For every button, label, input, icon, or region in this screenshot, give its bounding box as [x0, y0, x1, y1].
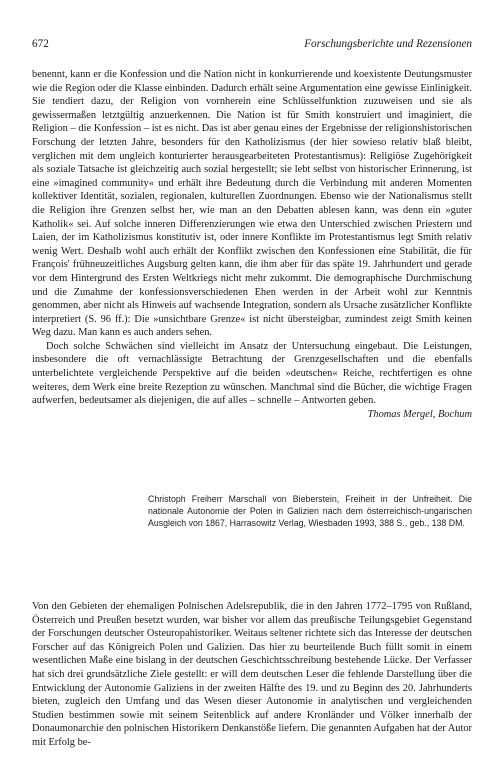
page-number: 672	[32, 38, 49, 50]
review-paragraph	[32, 340, 472, 420]
reviewer-signoff: Thomas Mergel, Bochum	[367, 408, 472, 420]
bibliographic-entry: Christoph Freiherr Marschall von Bieberstein, Freiheit in der Unfreiheit. Die nationale Autonomie der Polen in Galizien nach dem österreichisch-ungarischen Ausgleich von 1867, Harrasowitz Verlag, Wiesbaden 1993, 388 S., geb., 138 DM.	[148, 494, 472, 529]
review-paragraph: benennt, kann er die Konfession und die Nation nicht in konkurrierende und koexistente Deutungsmuster wie die Region oder die Klasse einbinden. Dadurch erhält seine Argumentation eine gewisse Einlinigkeit. Sie tendiert dazu, der Religion von vornherein eine Schlüsselfunktion zuzuweisen und sie als gewissermaßen letztgültig anzuerkennen. Die Nation ist für Smith konstruiert und imaginiert, die Religion – die Konfession – ist es nicht. Das ist aber genau eines der Ergebnisse der religionshistorischen Forschung der letzten Jahre, besonders für den Katholizismus (der hier sowieso relativ blaß bleibt, verglichen mit dem ungleich konturierter herausgearbeiteten Protestantismus): Religiöse Zugehörigkeit als soziale Tatsache ist gleichzeitig auch sozial hergestellt; sie lebt selbst von historischer Erinnerung, ist eine »imagined community« und erhält ihre Bedeutung durch die Verbindung mit anderen Momenten kollektiver Identität, sozialen, regionalen, kulturellen Zuordnungen. Ebenso wie der Nationalismus stellt die Religion ihre Grenzen selbst her, wie man an den Debatten ablesen kann, was denn ein »guter Katholik« sei. Auf solche inneren Differenzierungen wie etwa den Unterschied zwischen Priestern und Laien, der im Katholizismus konstitutiv ist, oder innere Konflikte im Protestantismus legt Smith relativ wenig Wert. Deshalb wohl auch erhält der Konflikt zwischen den Konfessionen eine Stabilität, die für François' frühneuzeitliches Augsburg gelten kann, die ihm aber für das späte 19. Jahrhundert und gerade vor dem Hintergrund des Ersten Weltkriegs nicht mehr zukommt. Die demographische Durchmischung und die Zunahme der konfessionsverschiedenen Ehen werden in der Arbeit wohl zur Kenntnis genommen, aber nicht als Hinweis auf wachsende Integration, sondern als Ursache zusätzlicher Konflikte interpretiert (S. 96 ff.): Die »unsichtbare Grenze« ist nicht übersteigbar, zumindest zeigt Smith keinen Weg dazu. Man kann es auch anders sehen.	[32, 69, 472, 339]
running-head: Forschungsberichte und Rezensionen	[304, 38, 472, 50]
review-text	[32, 68, 472, 421]
review-paragraph-text: Doch solche Schwächen sind vielleicht im Ansatz der Untersuchung eingebaut. Die Leistungen, insbesondere die oft vernachlässigte Betrachtung der Grenzgesellschaften und die ebenfalls unterbelichtete vergleichende Perspektive auf die beiden »deutschen« Reiche, rechtfertigen es ohne weiteres, dem Werk eine breite Rezeption zu wünschen. Manchmal sind die Bücher, die wichtige Fragen aufwerfen, bedeutsamer als diejenigen, die auf alles – schnelle – Antworten geben.	[32, 340, 472, 407]
review-paragraph: Von den Gebieten der ehemaligen Polnischen Adelsrepublik, die in den Jahren 1772–1795 von Rußland, Österreich und Preußen besetzt wurden, war bisher vor allem das preußische Teilungsgebiet Gegenstand der Forschungen deutscher Osteuropahistoriker. Weitaus seltener richtete sich das Interesse der deutschen Forscher auf das Königreich Polen und Galizien. Das hier zu beurteilende Buch füllt somit in einem wesentlichen Maße eine bislang in der deutschen Geschichtsschreibung bestehende Lücke. Der Verfasser hat sich drei grundsätzliche Ziele gestellt: er will dem deutschen Leser die fehlende Darstellung über die Entwicklung der Autonomie Galiziens in der zweiten Hälfte des 19. und zu Beginn des 20. Jahrhunderts bieten, zugleich den Umfang und das Wesen dieser Autonomie in analytischen und vergleichenden Studien bestimmen sowie mit seinem Seitenblick auf andere Kronländer und Völker innerhalb der Donaumonarchie den polnischen Historikern Denkanstöße liefern. Die genannten Aufgaben hat der Autor mit Erfolg be-	[32, 601, 472, 748]
page-header	[32, 38, 472, 54]
review-text-2	[32, 600, 472, 750]
